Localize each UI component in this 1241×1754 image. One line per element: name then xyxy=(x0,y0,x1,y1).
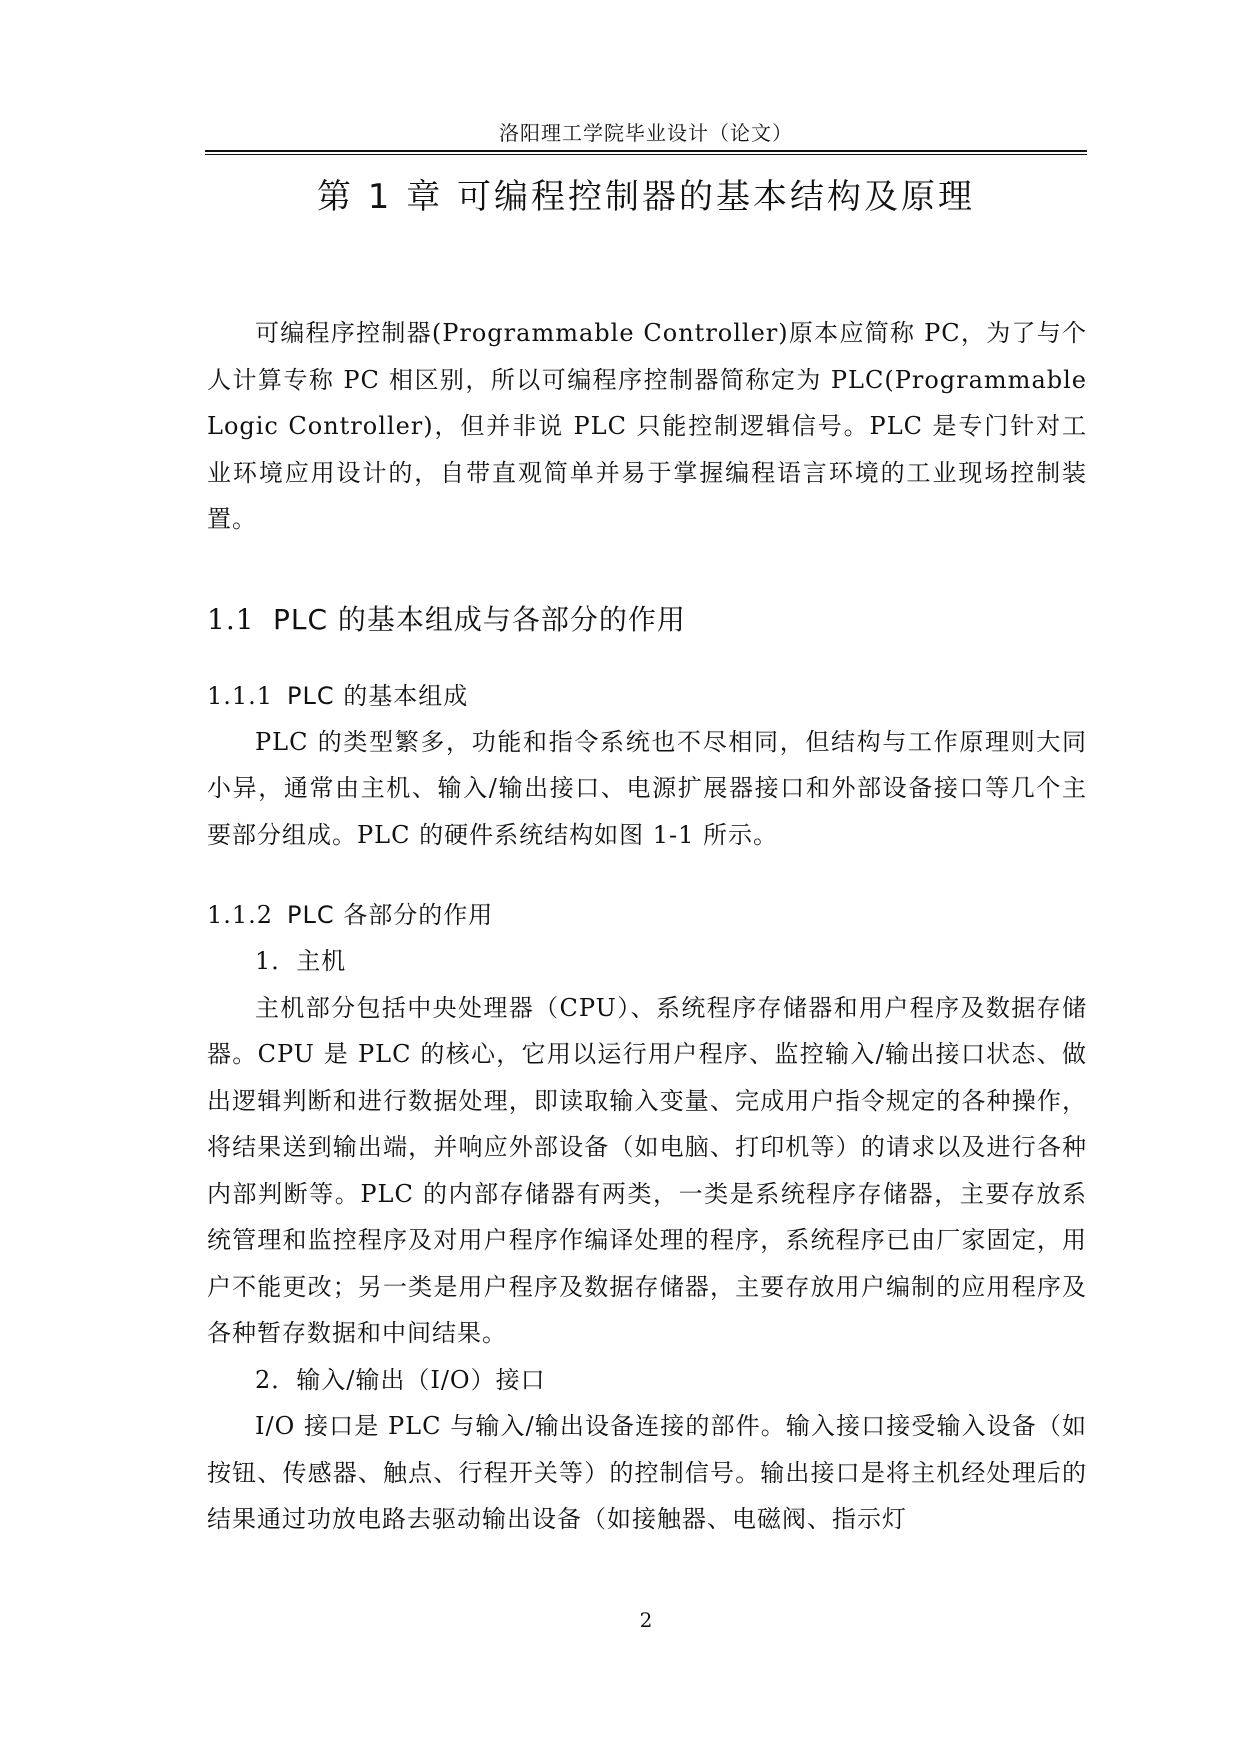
document-body xyxy=(207,310,1087,1543)
section-title: PLC 的基本组成 xyxy=(287,681,469,710)
section-title: PLC 的基本组成与各部分的作用 xyxy=(273,602,686,636)
intro-paragraph: 可编程序控制器(Programmable Controller)原本应简称 PC，为了与个人计算专称 PC 相区别，所以可编程序控制器简称定为 PLC(Programmable Logic Controller)，但并非说 PLC 只能控制逻辑信号。PLC 是专门针对工业环境应用设计的，自带直观简单并易于掌握编程语言环境的工业现场控制装置。 xyxy=(207,319,1087,533)
basic-composition-paragraph: PLC 的类型繁多，功能和指令系统也不尽相同，但结构与工作原理则大同小异，通常由主机、输入/输出接口、电源扩展器接口和外部设备接口等几个主要部分组成。PLC 的硬件系统结构如图 1-1 所示。 xyxy=(207,727,1087,849)
header-rule xyxy=(205,150,1087,152)
section-title: PLC 各部分的作用 xyxy=(287,901,494,929)
page-number: 2 xyxy=(639,1608,653,1632)
section-heading-1-1-2 xyxy=(207,892,1087,938)
host-paragraph: 主机部分包括中央处理器（CPU）、系统程序存储器和用户程序及数据存储器。CPU 是 PLC 的核心，它用以运行用户程序、监控输入/输出接口状态、做出逻辑判断和进行数据处理，即读取输入变量、完成用户指令规定的各种操作，将结果送到输出端，并响应外部设备（如电脑、打印机等）的请求以及进行各种内部判断等。PLC 的内部存储器有两类，一类是系统程序存储器，主要存放系统管理和监控程序及对用户程序作编译处理的程序，系统程序已由厂家固定，用户不能更改；另一类是用户程序及数据存储器，主要存放用户编制的应用程序及各种暂存数据和中间结果。 xyxy=(207,993,1087,1347)
list-item-host-label: 1．主机 xyxy=(255,947,347,975)
io-paragraph: I/O 接口是 PLC 与输入/输出设备连接的部件。输入接口接受输入设备（如按钮、传感器、触点、行程开关等）的控制信号。输出接口是将主机经处理后的结果通过功放电路去驱动输出设备（如接触器、电磁阀、指示灯 xyxy=(207,1412,1087,1533)
section-heading-1-1-1 xyxy=(207,673,1087,719)
section-number: 1.1.1 xyxy=(207,681,274,710)
section-heading-1-1 xyxy=(207,597,1087,643)
section-number: 1.1 xyxy=(207,602,255,636)
list-item-io-label: 2．输入/输出（I/O）接口 xyxy=(255,1365,546,1394)
header-rule-thin xyxy=(205,154,1087,155)
chapter-title: 第 1 章 可编程控制器的基本结构及原理 xyxy=(316,177,976,217)
running-header: 洛阳理工学院毕业设计（论文） xyxy=(499,121,793,145)
section-number: 1.1.2 xyxy=(207,901,274,929)
